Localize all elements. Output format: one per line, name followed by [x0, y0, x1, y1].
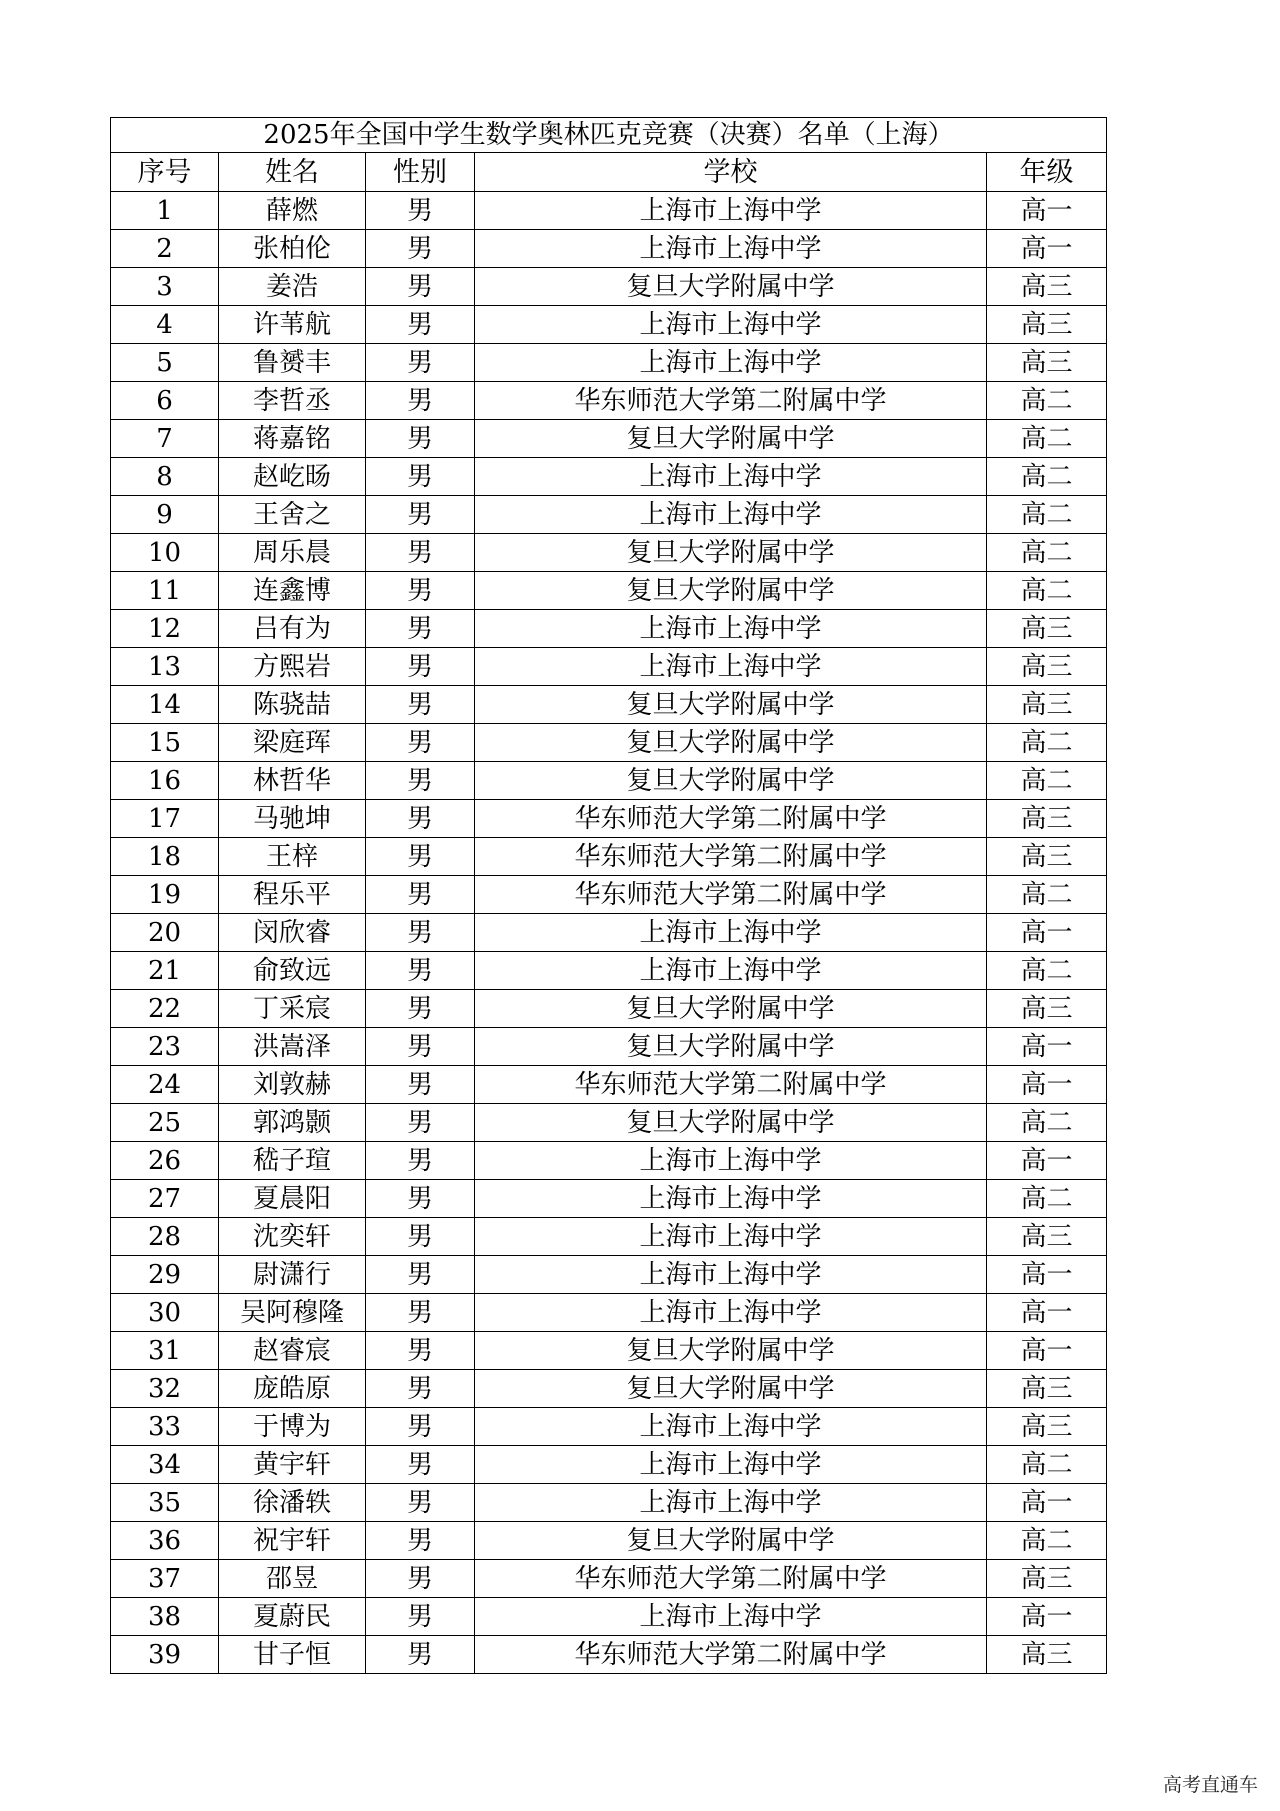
cell-name: 甘子恒 [219, 1636, 366, 1674]
cell-no: 32 [111, 1370, 219, 1408]
cell-grade: 高二 [987, 876, 1107, 914]
cell-no: 35 [111, 1484, 219, 1522]
cell-grade: 高二 [987, 1104, 1107, 1142]
cell-no: 17 [111, 800, 219, 838]
cell-grade: 高三 [987, 306, 1107, 344]
table-row [111, 1522, 1107, 1560]
cell-grade: 高三 [987, 1218, 1107, 1256]
cell-name: 张柏伦 [219, 230, 366, 268]
cell-gender: 男 [366, 306, 475, 344]
cell-name: 鲁赟丰 [219, 344, 366, 382]
cell-no: 34 [111, 1446, 219, 1484]
table-row [111, 914, 1107, 952]
cell-name: 俞致远 [219, 952, 366, 990]
table-row [111, 420, 1107, 458]
cell-school: 华东师范大学第二附属中学 [475, 1636, 987, 1674]
cell-school: 复旦大学附属中学 [475, 1104, 987, 1142]
cell-name: 庞皓原 [219, 1370, 366, 1408]
cell-gender: 男 [366, 534, 475, 572]
cell-school: 上海市上海中学 [475, 914, 987, 952]
cell-gender: 男 [366, 1218, 475, 1256]
table-row [111, 1408, 1107, 1446]
cell-no: 23 [111, 1028, 219, 1066]
cell-school: 华东师范大学第二附属中学 [475, 800, 987, 838]
cell-gender: 男 [366, 496, 475, 534]
cell-grade: 高三 [987, 686, 1107, 724]
cell-name: 闵欣睿 [219, 914, 366, 952]
cell-gender: 男 [366, 1066, 475, 1104]
table-row [111, 1218, 1107, 1256]
roster-body [111, 118, 1107, 1674]
cell-no: 37 [111, 1560, 219, 1598]
table-row [111, 534, 1107, 572]
table-row [111, 952, 1107, 990]
cell-name: 尉潇行 [219, 1256, 366, 1294]
cell-school: 上海市上海中学 [475, 1142, 987, 1180]
cell-grade: 高三 [987, 800, 1107, 838]
cell-school: 上海市上海中学 [475, 496, 987, 534]
table-row [111, 648, 1107, 686]
cell-school: 上海市上海中学 [475, 648, 987, 686]
cell-school: 上海市上海中学 [475, 610, 987, 648]
cell-school: 上海市上海中学 [475, 1408, 987, 1446]
header-no: 序号 [111, 153, 219, 192]
cell-gender: 男 [366, 268, 475, 306]
cell-gender: 男 [366, 952, 475, 990]
cell-no: 1 [111, 192, 219, 230]
table-row [111, 686, 1107, 724]
cell-name: 洪嵩泽 [219, 1028, 366, 1066]
cell-school: 复旦大学附属中学 [475, 1522, 987, 1560]
cell-grade: 高二 [987, 1180, 1107, 1218]
cell-school: 上海市上海中学 [475, 192, 987, 230]
table-row [111, 1028, 1107, 1066]
cell-no: 7 [111, 420, 219, 458]
cell-name: 吕有为 [219, 610, 366, 648]
cell-no: 20 [111, 914, 219, 952]
cell-gender: 男 [366, 762, 475, 800]
cell-no: 25 [111, 1104, 219, 1142]
table-row [111, 1066, 1107, 1104]
cell-no: 9 [111, 496, 219, 534]
table-row [111, 1256, 1107, 1294]
table-row [111, 1598, 1107, 1636]
cell-gender: 男 [366, 648, 475, 686]
cell-gender: 男 [366, 420, 475, 458]
cell-name: 黄宇轩 [219, 1446, 366, 1484]
cell-school: 复旦大学附属中学 [475, 1028, 987, 1066]
cell-school: 复旦大学附属中学 [475, 686, 987, 724]
table-row [111, 1636, 1107, 1674]
cell-grade: 高一 [987, 1256, 1107, 1294]
cell-gender: 男 [366, 458, 475, 496]
cell-grade: 高一 [987, 1142, 1107, 1180]
table-row [111, 1180, 1107, 1218]
cell-no: 16 [111, 762, 219, 800]
cell-grade: 高三 [987, 344, 1107, 382]
cell-name: 王梓 [219, 838, 366, 876]
header-gender: 性别 [366, 153, 475, 192]
cell-gender: 男 [366, 1180, 475, 1218]
cell-school: 上海市上海中学 [475, 1294, 987, 1332]
table-row [111, 1370, 1107, 1408]
cell-grade: 高二 [987, 382, 1107, 420]
header-grade: 年级 [987, 153, 1107, 192]
table-row [111, 610, 1107, 648]
table-row [111, 876, 1107, 914]
cell-gender: 男 [366, 1256, 475, 1294]
cell-name: 连鑫博 [219, 572, 366, 610]
cell-grade: 高三 [987, 268, 1107, 306]
cell-name: 陈骁喆 [219, 686, 366, 724]
cell-no: 27 [111, 1180, 219, 1218]
cell-name: 夏蔚民 [219, 1598, 366, 1636]
cell-no: 8 [111, 458, 219, 496]
cell-school: 上海市上海中学 [475, 230, 987, 268]
cell-no: 14 [111, 686, 219, 724]
cell-grade: 高三 [987, 1370, 1107, 1408]
table-row [111, 724, 1107, 762]
cell-gender: 男 [366, 990, 475, 1028]
cell-no: 28 [111, 1218, 219, 1256]
cell-grade: 高三 [987, 1560, 1107, 1598]
cell-gender: 男 [366, 838, 475, 876]
cell-no: 19 [111, 876, 219, 914]
cell-name: 吴阿穆隆 [219, 1294, 366, 1332]
cell-no: 4 [111, 306, 219, 344]
cell-grade: 高二 [987, 496, 1107, 534]
cell-no: 12 [111, 610, 219, 648]
cell-grade: 高三 [987, 1408, 1107, 1446]
cell-name: 沈奕轩 [219, 1218, 366, 1256]
cell-no: 21 [111, 952, 219, 990]
cell-gender: 男 [366, 1408, 475, 1446]
table-row [111, 496, 1107, 534]
cell-gender: 男 [366, 230, 475, 268]
cell-gender: 男 [366, 1560, 475, 1598]
cell-school: 复旦大学附属中学 [475, 762, 987, 800]
cell-name: 薛燃 [219, 192, 366, 230]
cell-no: 29 [111, 1256, 219, 1294]
page-title: 2025年全国中学生数学奥林匹克竞赛（决赛）名单（上海） [111, 118, 1107, 153]
cell-no: 10 [111, 534, 219, 572]
cell-gender: 男 [366, 1522, 475, 1560]
cell-grade: 高二 [987, 1446, 1107, 1484]
cell-school: 复旦大学附属中学 [475, 572, 987, 610]
cell-grade: 高二 [987, 724, 1107, 762]
cell-name: 徐潘轶 [219, 1484, 366, 1522]
cell-no: 3 [111, 268, 219, 306]
cell-school: 上海市上海中学 [475, 1180, 987, 1218]
cell-name: 刘敦赫 [219, 1066, 366, 1104]
cell-gender: 男 [366, 1332, 475, 1370]
cell-no: 38 [111, 1598, 219, 1636]
cell-school: 复旦大学附属中学 [475, 1332, 987, 1370]
table-row [111, 1104, 1107, 1142]
cell-grade: 高一 [987, 1066, 1107, 1104]
table-row [111, 1560, 1107, 1598]
table-row [111, 1484, 1107, 1522]
cell-gender: 男 [366, 1370, 475, 1408]
cell-gender: 男 [366, 1598, 475, 1636]
cell-name: 祝宇轩 [219, 1522, 366, 1560]
cell-no: 30 [111, 1294, 219, 1332]
cell-school: 复旦大学附属中学 [475, 420, 987, 458]
cell-gender: 男 [366, 1446, 475, 1484]
cell-gender: 男 [366, 1142, 475, 1180]
table-row [111, 800, 1107, 838]
cell-grade: 高一 [987, 1294, 1107, 1332]
cell-school: 华东师范大学第二附属中学 [475, 1066, 987, 1104]
table-row [111, 230, 1107, 268]
cell-no: 5 [111, 344, 219, 382]
cell-grade: 高三 [987, 838, 1107, 876]
cell-school: 上海市上海中学 [475, 1256, 987, 1294]
cell-name: 程乐平 [219, 876, 366, 914]
cell-school: 上海市上海中学 [475, 1446, 987, 1484]
cell-school: 复旦大学附属中学 [475, 534, 987, 572]
cell-no: 26 [111, 1142, 219, 1180]
cell-no: 13 [111, 648, 219, 686]
cell-name: 郭鸿颢 [219, 1104, 366, 1142]
cell-gender: 男 [366, 344, 475, 382]
cell-school: 华东师范大学第二附属中学 [475, 838, 987, 876]
cell-name: 马驰坤 [219, 800, 366, 838]
cell-grade: 高一 [987, 1484, 1107, 1522]
cell-gender: 男 [366, 1028, 475, 1066]
table-row [111, 458, 1107, 496]
cell-name: 蒋嘉铭 [219, 420, 366, 458]
cell-school: 上海市上海中学 [475, 1218, 987, 1256]
cell-gender: 男 [366, 192, 475, 230]
cell-name: 于博为 [219, 1408, 366, 1446]
cell-no: 15 [111, 724, 219, 762]
cell-grade: 高三 [987, 610, 1107, 648]
cell-school: 复旦大学附属中学 [475, 724, 987, 762]
cell-no: 39 [111, 1636, 219, 1674]
cell-school: 复旦大学附属中学 [475, 990, 987, 1028]
cell-grade: 高一 [987, 1332, 1107, 1370]
cell-school: 上海市上海中学 [475, 344, 987, 382]
cell-school: 上海市上海中学 [475, 306, 987, 344]
cell-name: 赵睿宸 [219, 1332, 366, 1370]
cell-gender: 男 [366, 686, 475, 724]
cell-name: 梁庭珲 [219, 724, 366, 762]
table-row [111, 572, 1107, 610]
table-row [111, 306, 1107, 344]
cell-no: 36 [111, 1522, 219, 1560]
cell-school: 华东师范大学第二附属中学 [475, 876, 987, 914]
table-row [111, 1294, 1107, 1332]
cell-name: 许苇航 [219, 306, 366, 344]
cell-name: 林哲华 [219, 762, 366, 800]
cell-school: 复旦大学附属中学 [475, 1370, 987, 1408]
header-school: 学校 [475, 153, 987, 192]
cell-no: 31 [111, 1332, 219, 1370]
cell-grade: 高一 [987, 914, 1107, 952]
cell-no: 18 [111, 838, 219, 876]
header-row [111, 153, 1107, 192]
cell-grade: 高二 [987, 1522, 1107, 1560]
title-row [111, 118, 1107, 153]
cell-gender: 男 [366, 610, 475, 648]
cell-name: 丁采宸 [219, 990, 366, 1028]
cell-grade: 高一 [987, 1598, 1107, 1636]
roster-table [110, 117, 1107, 1674]
cell-name: 周乐晨 [219, 534, 366, 572]
cell-gender: 男 [366, 876, 475, 914]
cell-gender: 男 [366, 382, 475, 420]
cell-grade: 高二 [987, 534, 1107, 572]
cell-grade: 高三 [987, 990, 1107, 1028]
cell-name: 王舍之 [219, 496, 366, 534]
table-row [111, 990, 1107, 1028]
cell-grade: 高三 [987, 648, 1107, 686]
cell-name: 李哲丞 [219, 382, 366, 420]
cell-school: 华东师范大学第二附属中学 [475, 382, 987, 420]
table-row [111, 838, 1107, 876]
cell-gender: 男 [366, 1636, 475, 1674]
cell-school: 复旦大学附属中学 [475, 268, 987, 306]
table-row [111, 268, 1107, 306]
cell-school: 上海市上海中学 [475, 1484, 987, 1522]
cell-gender: 男 [366, 1104, 475, 1142]
cell-name: 姜浩 [219, 268, 366, 306]
cell-no: 2 [111, 230, 219, 268]
cell-name: 方熙岩 [219, 648, 366, 686]
cell-no: 22 [111, 990, 219, 1028]
table-row [111, 1446, 1107, 1484]
cell-school: 上海市上海中学 [475, 1598, 987, 1636]
cell-grade: 高二 [987, 952, 1107, 990]
table-row [111, 344, 1107, 382]
header-name: 姓名 [219, 153, 366, 192]
cell-name: 嵇子瑄 [219, 1142, 366, 1180]
cell-grade: 高一 [987, 1028, 1107, 1066]
cell-name: 邵昱 [219, 1560, 366, 1598]
cell-grade: 高二 [987, 458, 1107, 496]
table-row [111, 382, 1107, 420]
cell-no: 24 [111, 1066, 219, 1104]
cell-grade: 高三 [987, 1636, 1107, 1674]
cell-no: 6 [111, 382, 219, 420]
cell-school: 华东师范大学第二附属中学 [475, 1560, 987, 1598]
cell-school: 上海市上海中学 [475, 952, 987, 990]
cell-school: 上海市上海中学 [475, 458, 987, 496]
cell-grade: 高一 [987, 230, 1107, 268]
cell-gender: 男 [366, 1294, 475, 1332]
cell-no: 33 [111, 1408, 219, 1446]
cell-gender: 男 [366, 914, 475, 952]
table-row [111, 1142, 1107, 1180]
cell-grade: 高一 [987, 192, 1107, 230]
watermark: 高考直通车 [1162, 1774, 1258, 1796]
table-row [111, 192, 1107, 230]
cell-grade: 高二 [987, 420, 1107, 458]
cell-no: 11 [111, 572, 219, 610]
cell-name: 赵屹旸 [219, 458, 366, 496]
table-row [111, 1332, 1107, 1370]
cell-gender: 男 [366, 724, 475, 762]
cell-gender: 男 [366, 800, 475, 838]
cell-gender: 男 [366, 572, 475, 610]
cell-grade: 高二 [987, 572, 1107, 610]
table-row [111, 762, 1107, 800]
cell-name: 夏晨阳 [219, 1180, 366, 1218]
cell-gender: 男 [366, 1484, 475, 1522]
cell-grade: 高二 [987, 762, 1107, 800]
